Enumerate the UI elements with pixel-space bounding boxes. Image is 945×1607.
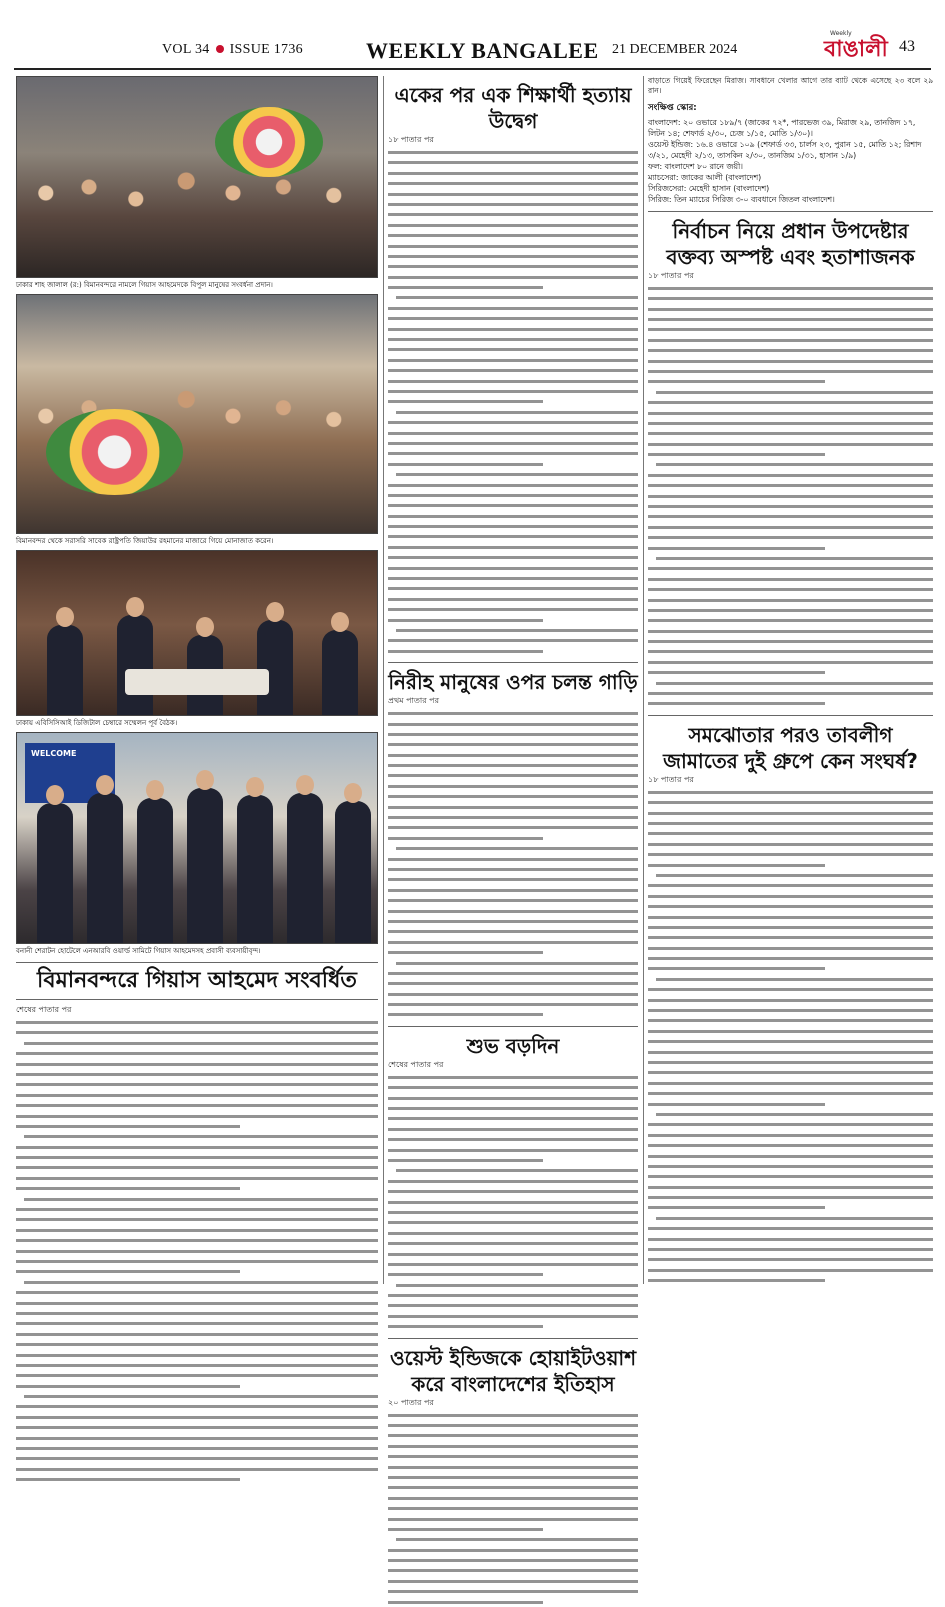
volume: VOL 34 xyxy=(162,42,210,57)
crowd-image xyxy=(17,157,377,277)
article-headline: সমঝোতার পরও তাবলীগ জামাতের দুই গ্রুপে কেন সংঘর্ষ? xyxy=(663,722,918,773)
photo-caption: বনানী শেরাটন হোটেলে এনআরবি ওয়ার্ল্ড সামিটে গিয়াস আহমেদসহ প্রবাসী ব্যবসায়ীবৃন্দ। xyxy=(16,947,261,955)
article-byline: ১৮ পাতার পর xyxy=(388,135,434,144)
chamber-meeting-photo xyxy=(16,550,378,716)
article-byline: শেষের পাতার পর xyxy=(388,1059,444,1069)
mazar-prayer-photo xyxy=(16,294,378,534)
section-divider xyxy=(648,211,933,212)
article-body xyxy=(648,283,933,709)
issue: ISSUE 1736 xyxy=(229,42,303,57)
article-headline: শুভ বড়দিন xyxy=(466,1033,560,1058)
article-body xyxy=(388,1072,638,1332)
score-line: বাংলাদেশ: ২০ ওভারে ১৮৯/৭ (জাকের ৭২*, পারভেজ ৩৯, মিরাজ ২৯, তানজিদ ১৭, লিটন ১৪; শেফার্ড ২/৩০, চেজ ১/১৫, মোতি ১/৩০)। xyxy=(648,117,916,138)
middle-column xyxy=(388,76,638,1407)
issue-date: 21 DECEMBER 2024 xyxy=(612,42,738,57)
score-line: সিরিজ: তিন ম্যাচের সিরিজ ৩-০ ব্যবধানে জিতল বাংলাদেশ। xyxy=(648,194,835,204)
score-line: ফল: বাংলাদেশ ৮০ রানে জয়ী। xyxy=(648,161,743,171)
article-body xyxy=(388,147,638,656)
article-headline: ওয়েস্ট ইন্ডিজকে হোয়াইটওয়াশ করে বাংলাদেশের ইতিহাস xyxy=(389,1345,637,1396)
meeting-table-image xyxy=(125,669,269,695)
photo-caption: ঢাকায় এবিসিসিআই ডিজিটাল চেম্বারে সম্মেলন পূর্ব বৈঠক। xyxy=(16,719,178,727)
article-byline: ১৮ পাতার পর xyxy=(648,774,694,784)
left-column xyxy=(16,76,378,1284)
article-byline: প্রথম পাতার পর xyxy=(388,696,439,706)
score-line: ম্যাচসেরা: জাকের আলী (বাংলাদেশ) xyxy=(648,172,762,182)
article-headline: নিরীহ মানুষের ওপর চলন্ত গাড়ি xyxy=(388,670,638,695)
right-column xyxy=(648,76,933,1284)
logo-text: বাঙালী xyxy=(824,37,888,62)
photo-caption: ঢাকার শাহ জালাল (র:) বিমানবন্দরে নামলে গিয়াস আহমেদকে বিপুল মানুষের সংবর্ধনা প্রদান। xyxy=(16,281,273,289)
article-headline: বিমানবন্দরে গিয়াস আহমেদ সংবর্ধিত xyxy=(16,962,378,1000)
score-line: ওয়েস্ট ইন্ডিজ: ১৬.৪ ওভারে ১০৯ (শেফার্ড ৩৩, চার্লস ২৩, পুরান ১৫, মোতি ১২; রিশাদ ৩/২১, মেহেদী ২/১৩, তাসকিন ২/৩০, তানজিম ১/৩১, হাসান ১/৯) xyxy=(648,139,922,160)
article-body xyxy=(388,708,638,1020)
section-divider xyxy=(388,662,638,663)
article-headline: নির্বাচন নিয়ে প্রধান উপদেষ্টার বক্তব্য অস্পষ্ট এবং হতাশাজনক xyxy=(666,218,915,269)
bangalee-logo xyxy=(824,30,886,68)
article-byline: ২০ পাতার পর xyxy=(388,1397,434,1407)
section-divider xyxy=(388,1338,638,1339)
masthead xyxy=(14,30,931,70)
section-divider xyxy=(648,715,933,716)
photo-caption: বিমানবন্দর থেকে সরাসরি সাবেক রাষ্ট্রপতি জিয়াউর রহমানের মাজারে গিয়ে মোনাজাত করেন। xyxy=(16,537,274,545)
column-divider xyxy=(643,76,644,1284)
section-divider xyxy=(388,1026,638,1027)
score-line: সিরিজসেরা: মেহেদী হাসান (বাংলাদেশ) xyxy=(648,183,770,193)
article-body xyxy=(16,1017,378,1485)
wreath-image xyxy=(46,409,183,495)
welcome-banner: WELCOME xyxy=(25,743,115,803)
dot-separator-icon xyxy=(216,45,224,53)
article-byline: ১৮ পাতার পর xyxy=(648,270,694,280)
airport-reception-photo xyxy=(16,76,378,278)
page-number: 43 xyxy=(899,38,915,55)
article-body xyxy=(388,1410,638,1607)
article-headline: একের পর এক শিক্ষার্থী হত্যায় উদ্বেগ xyxy=(394,83,632,133)
score-heading: সংক্ষিপ্ত স্কোর: xyxy=(648,102,697,113)
volume-issue xyxy=(162,42,303,58)
article-byline: শেষের পাতার পর xyxy=(16,1005,72,1014)
article-body xyxy=(648,787,933,1286)
logo-small-text: Weekly xyxy=(830,30,852,37)
column-divider xyxy=(383,76,384,1284)
score-intro: বাড়াতে গিয়েই ফিরেছেন মিরাজ। সাবধানে খেলার আগে তার ব্যাট থেকে এসেছে ২৩ বলে ২৯ রান। xyxy=(648,76,933,96)
flower-bouquet-image xyxy=(215,107,323,177)
nrb-summit-photo xyxy=(16,732,378,944)
newspaper-title: WEEKLY BANGALEE xyxy=(366,38,599,63)
